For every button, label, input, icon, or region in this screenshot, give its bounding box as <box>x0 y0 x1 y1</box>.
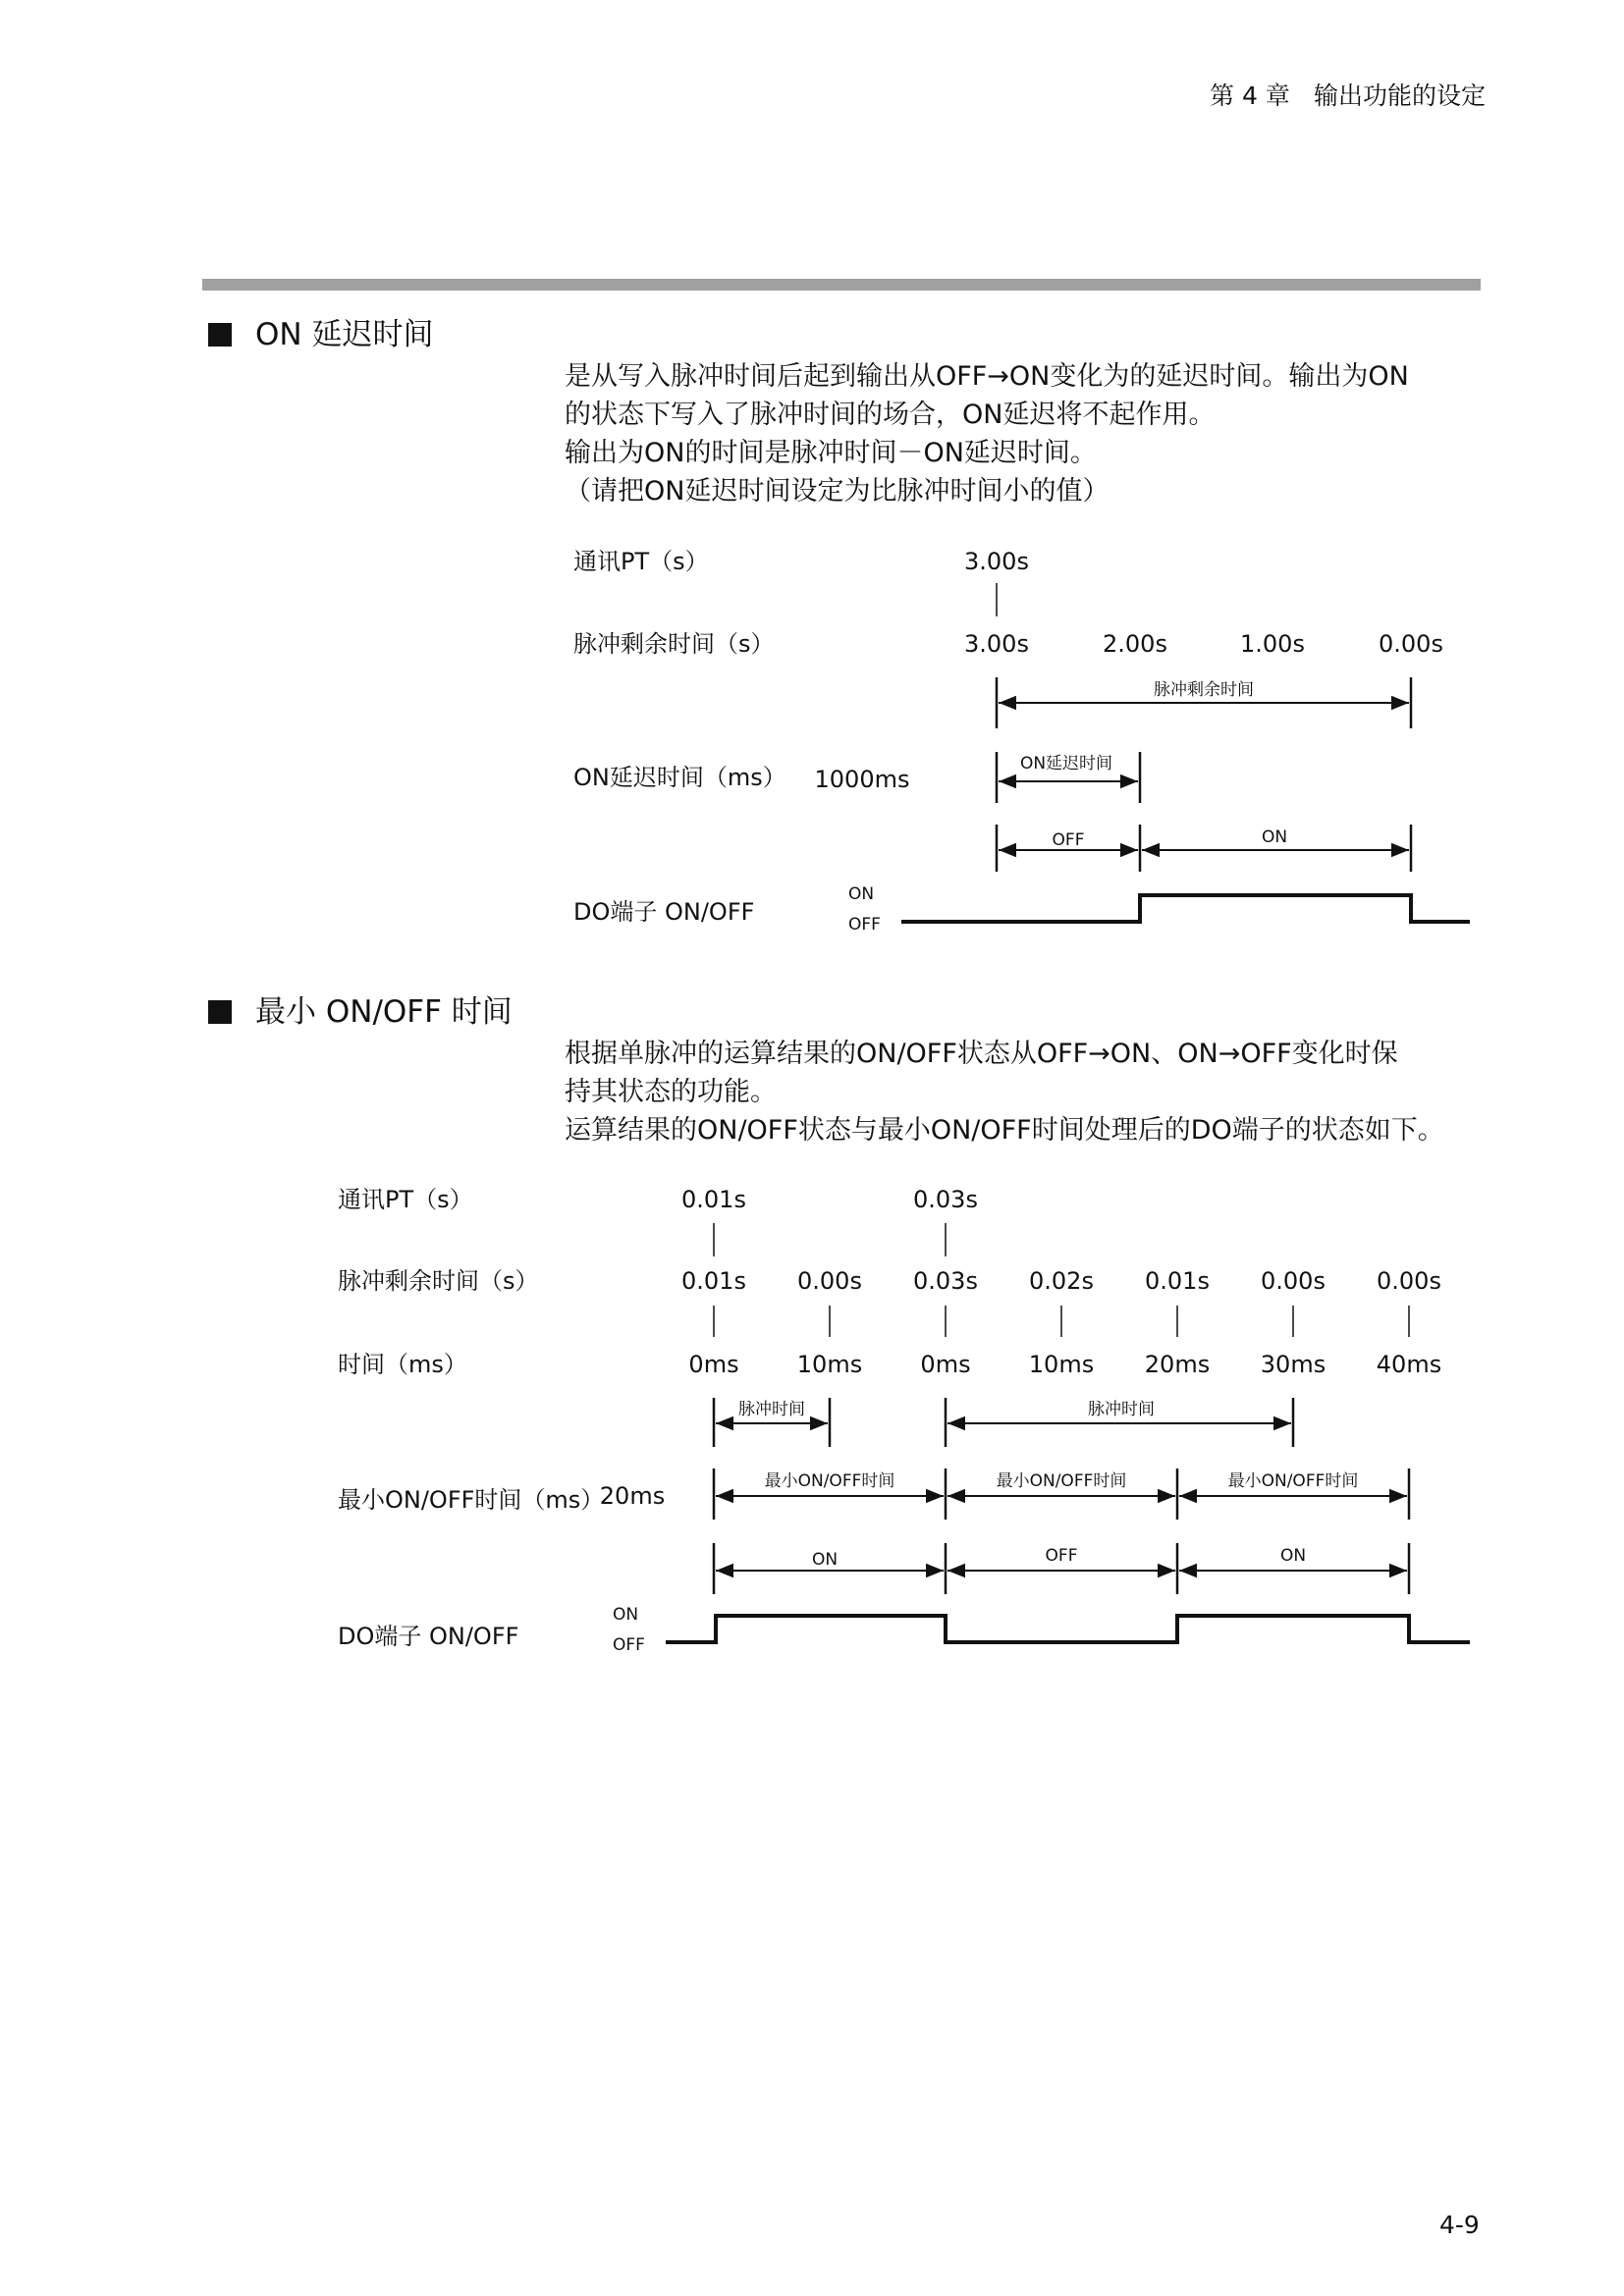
span-label-state: ON <box>1279 1546 1307 1566</box>
section-title: 最小 ON/OFF 时间 <box>255 994 513 1030</box>
span-label-on: ON <box>1261 828 1288 847</box>
paragraph-line: 运算结果的ON/OFF状态与最小ON/OFF时间处理后的DO端子的状态如下。 <box>565 1115 1444 1146</box>
remaining-value: 2.00s <box>1103 630 1167 658</box>
time-value: 40ms <box>1376 1351 1442 1378</box>
remaining-value: 0.02s <box>1029 1267 1094 1295</box>
span-label-min-onoff: 最小ON/OFF时间 <box>996 1471 1127 1491</box>
span-label-state: ON <box>811 1550 839 1570</box>
span-label-pulse: 脉冲时间 <box>738 1400 805 1419</box>
row-label-comm-pt: 通讯PT（s） <box>573 548 709 575</box>
span-label-off: OFF <box>1052 830 1085 850</box>
section-title: ON 延迟时间 <box>255 317 434 352</box>
time-value: 30ms <box>1260 1351 1326 1378</box>
min-onoff-value: 20ms <box>599 1482 666 1510</box>
level-label-off: OFF <box>848 915 881 934</box>
span-label-pulse-remaining: 脉冲剩余时间 <box>1154 680 1254 700</box>
remaining-value: 0.00s <box>1379 630 1443 658</box>
paragraph-line: 根据单脉冲的运算结果的ON/OFF状态从OFF→ON、ON→OFF变化时保 <box>565 1039 1398 1069</box>
paragraph-line: 输出为ON的时间是脉冲时间－ON延迟时间。 <box>565 438 1097 468</box>
time-value: 20ms <box>1144 1351 1211 1378</box>
comm-pt-value: 0.03s <box>913 1186 978 1213</box>
remaining-value: 1.00s <box>1240 630 1305 658</box>
remaining-value: 0.01s <box>681 1267 746 1295</box>
time-value: 0ms <box>688 1351 739 1378</box>
do-waveform <box>666 1616 1470 1642</box>
span-label-state: OFF <box>1045 1546 1078 1566</box>
do-waveform <box>901 895 1470 922</box>
time-value: 0ms <box>920 1351 971 1378</box>
remaining-value: 0.00s <box>797 1267 862 1295</box>
paragraph-line: （请把ON延迟时间设定为比脉冲时间小的值） <box>565 476 1110 507</box>
paragraph-line: 是从写入脉冲时间后起到输出从OFF→ON变化为的延迟时间。输出为ON <box>565 361 1409 392</box>
section2-paragraph <box>565 1035 1444 1149</box>
comm-pt-value: 0.01s <box>681 1186 746 1213</box>
span-label-min-onoff: 最小ON/OFF时间 <box>1227 1471 1359 1491</box>
level-label-off: OFF <box>613 1635 645 1655</box>
paragraph-line: 的状态下写入了脉冲时间的场合，ON延迟将不起作用。 <box>565 400 1216 430</box>
row-label-min-onoff: 最小ON/OFF时间（ms） <box>338 1486 605 1514</box>
level-label-on: ON <box>613 1605 639 1625</box>
remaining-value: 0.00s <box>1261 1267 1326 1295</box>
span-label-min-onoff: 最小ON/OFF时间 <box>764 1471 895 1491</box>
chapter-title: 输出功能的设定 <box>1314 81 1487 110</box>
row-label-do-terminal: DO端子 ON/OFF <box>573 898 755 926</box>
row-label-remaining: 脉冲剩余时间（s） <box>573 630 775 658</box>
time-value: 10ms <box>1028 1351 1095 1378</box>
span-label-on-delay: ON延迟时间 <box>1019 754 1113 774</box>
remaining-value: 0.01s <box>1145 1267 1210 1295</box>
paragraph-line: 持其状态的功能。 <box>565 1077 777 1107</box>
span-label-pulse: 脉冲时间 <box>1088 1400 1155 1419</box>
row-label-on-delay: ON延迟时间（ms） <box>573 764 786 791</box>
on-delay-value: 1000ms <box>814 766 910 793</box>
remaining-value: 3.00s <box>964 630 1029 658</box>
chapter-number: 第 4 章 <box>1210 81 1290 110</box>
remaining-value: 0.03s <box>913 1267 978 1295</box>
row-label-do-terminal: DO端子 ON/OFF <box>338 1623 519 1650</box>
square-bullet-icon <box>208 1000 232 1024</box>
time-value: 10ms <box>796 1351 863 1378</box>
row-label-time: 时间（ms） <box>338 1351 467 1378</box>
page-number: 4-9 <box>1439 2211 1480 2239</box>
level-label-on: ON <box>848 884 875 904</box>
section-heading-min-onoff <box>208 987 513 1031</box>
row-label-remaining: 脉冲剩余时间（s） <box>338 1267 539 1295</box>
comm-pt-value: 3.00s <box>964 548 1029 575</box>
row-label-comm-pt: 通讯PT（s） <box>338 1186 473 1213</box>
remaining-value: 0.00s <box>1377 1267 1441 1295</box>
